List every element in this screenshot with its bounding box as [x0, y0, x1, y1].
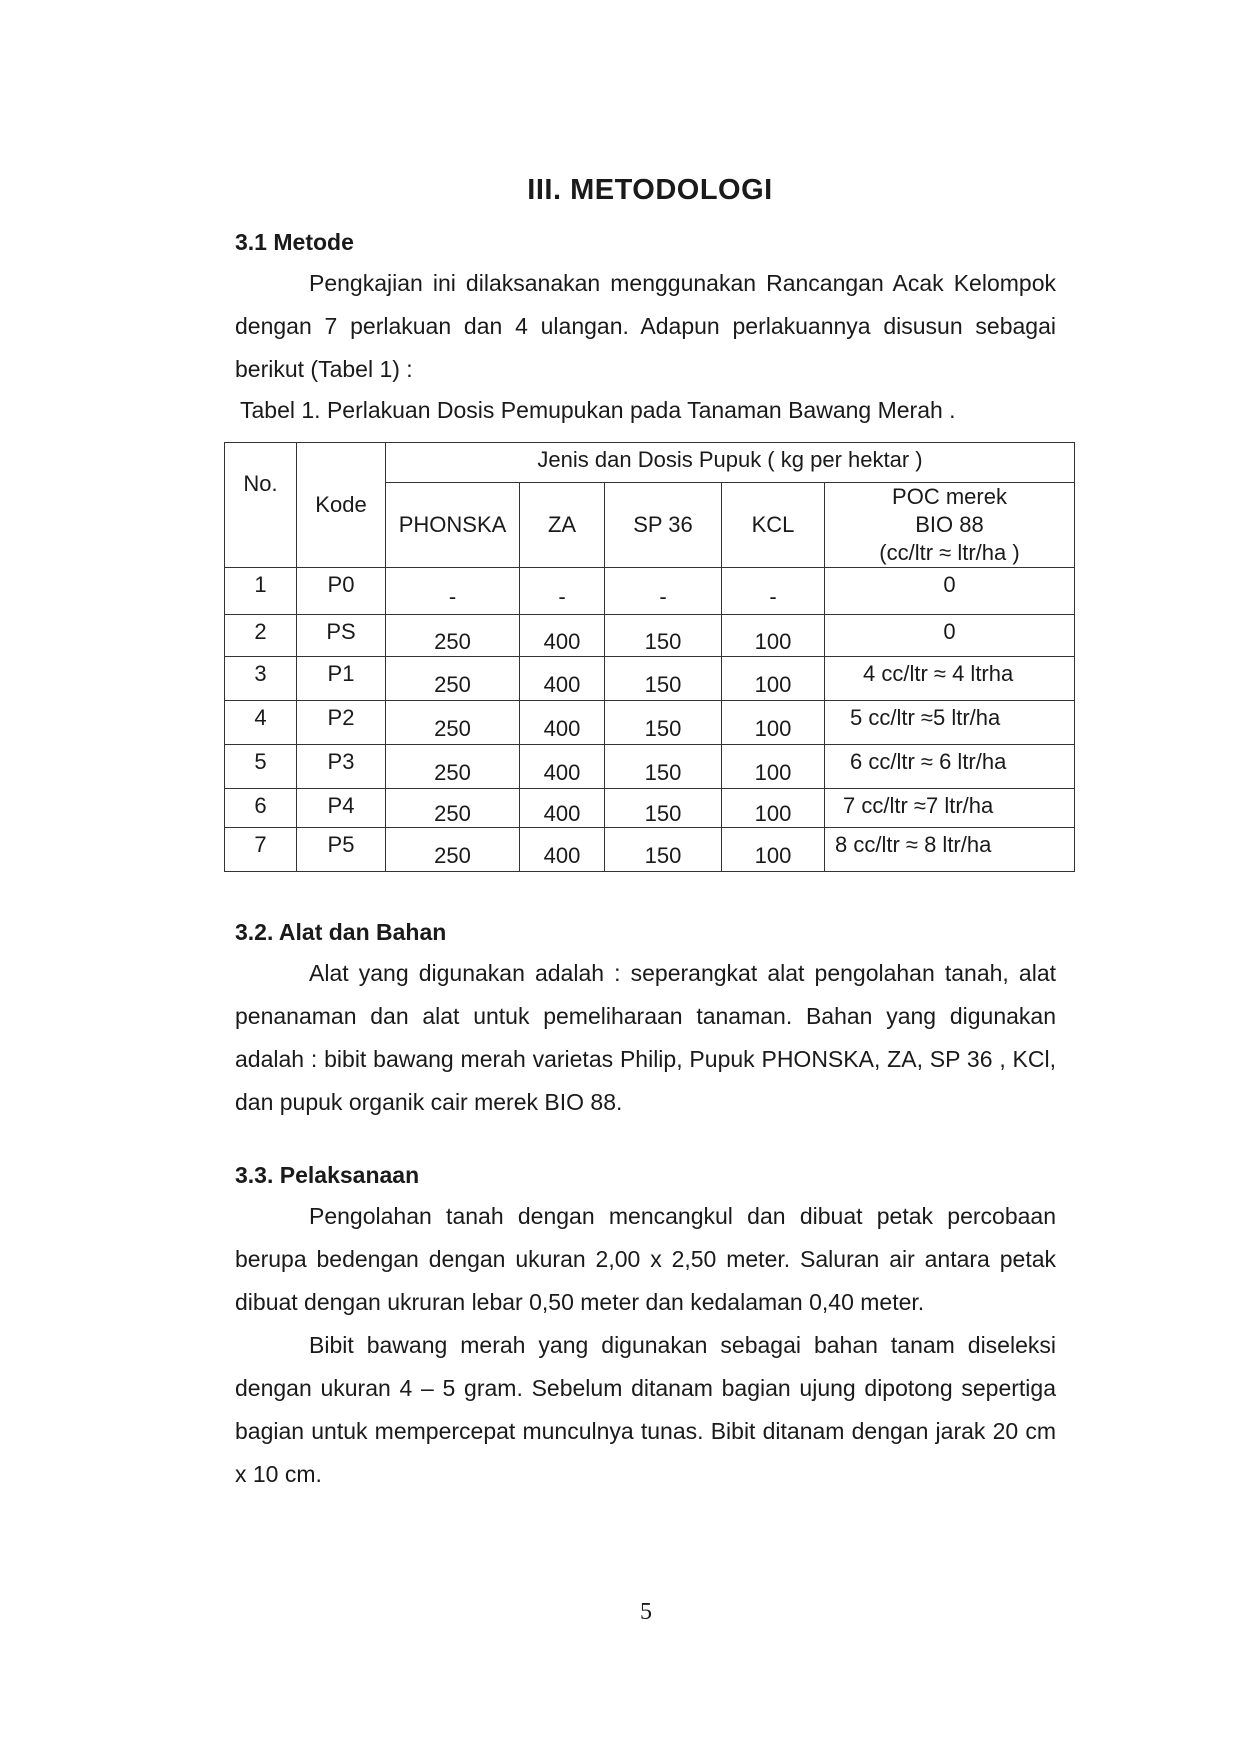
- cell-sp36: 150: [605, 828, 722, 872]
- cell-sp36: 150: [605, 789, 722, 828]
- cell-poc: 8 cc/ltr ≈ 8 ltr/ha: [825, 828, 1075, 872]
- header-kcl: KCL: [722, 483, 825, 568]
- cell-phonska: 250: [386, 789, 520, 828]
- cell-kcl: 100: [722, 745, 825, 789]
- section-body-pelaksanaan: [235, 1195, 1056, 1496]
- section-body-metode: [235, 262, 1056, 391]
- cell-kode: P2: [297, 701, 386, 745]
- cell-phonska: -: [386, 568, 520, 615]
- cell-za: 400: [520, 828, 605, 872]
- cell-za: 400: [520, 701, 605, 745]
- cell-no: 1: [225, 568, 297, 615]
- header-sp36: SP 36: [605, 483, 722, 568]
- cell-sp36: 150: [605, 701, 722, 745]
- header-poc-line3: (cc/ltr ≈ ltr/ha ): [879, 540, 1020, 565]
- cell-phonska: 250: [386, 701, 520, 745]
- cell-sp36: 150: [605, 657, 722, 701]
- cell-za: 400: [520, 745, 605, 789]
- paragraph-metode: Pengkajian ini dilaksanakan menggunakan Rancangan Acak Kelompok dengan 7 perlakuan dan 4 ulangan. Adapun perlakuannya disusun sebagai berikut (Tabel 1) :: [235, 270, 1056, 382]
- header-no: No.: [225, 443, 297, 568]
- table-row: [225, 615, 1075, 657]
- cell-no: 7: [225, 828, 297, 872]
- table-row: [225, 657, 1075, 701]
- cell-kcl: 100: [722, 615, 825, 657]
- header-poc-line1: POC merek: [892, 484, 1007, 509]
- header-kode: Kode: [297, 443, 386, 568]
- chapter-title: III. METODOLOGI: [527, 174, 773, 206]
- section-heading-metode: 3.1 Metode: [235, 229, 354, 255]
- cell-sp36: -: [605, 568, 722, 615]
- cell-poc: 0: [825, 615, 1075, 657]
- table-row: [225, 745, 1075, 789]
- cell-kode: P3: [297, 745, 386, 789]
- header-poc-line2: BIO 88: [915, 512, 984, 537]
- header-za: ZA: [520, 483, 605, 568]
- page-number: 5: [640, 1599, 652, 1625]
- header-group: Jenis dan Dosis Pupuk ( kg per hektar ): [386, 443, 1075, 483]
- treatment-table: [224, 442, 1075, 872]
- cell-kode: P4: [297, 789, 386, 828]
- cell-kode: P5: [297, 828, 386, 872]
- cell-phonska: 250: [386, 745, 520, 789]
- cell-no: 5: [225, 745, 297, 789]
- cell-kode: P1: [297, 657, 386, 701]
- cell-no: 3: [225, 657, 297, 701]
- cell-poc: 4 cc/ltr ≈ 4 ltrha: [825, 657, 1075, 701]
- table-caption: Tabel 1. Perlakuan Dosis Pemupukan pada Tanaman Bawang Merah .: [240, 397, 956, 423]
- paragraph-pelaksanaan-1: Pengolahan tanah dengan mencangkul dan dibuat petak percobaan berupa bedengan dengan ukuran 2,00 x 2,50 meter. Saluran air antara petak dibuat dengan ukruran lebar 0,50 meter dan kedalaman 0,40 meter.: [235, 1203, 1056, 1315]
- cell-sp36: 150: [605, 615, 722, 657]
- cell-poc: 7 cc/ltr ≈7 ltr/ha: [825, 789, 1075, 828]
- cell-kcl: 100: [722, 828, 825, 872]
- cell-za: 400: [520, 615, 605, 657]
- cell-phonska: 250: [386, 657, 520, 701]
- cell-kcl: -: [722, 568, 825, 615]
- cell-phonska: 250: [386, 615, 520, 657]
- section-body-alat: [235, 952, 1056, 1124]
- paragraph-pelaksanaan-2: Bibit bawang merah yang digunakan sebagai bahan tanam diseleksi dengan ukuran 4 – 5 gram. Sebelum ditanam bagian ujung dipotong sepertiga bagian untuk mempercepat munculnya tunas. Bibit ditanam dengan jarak 20 cm x 10 cm.: [235, 1332, 1056, 1487]
- cell-sp36: 150: [605, 745, 722, 789]
- cell-kode: PS: [297, 615, 386, 657]
- cell-poc: 0: [825, 568, 1075, 615]
- cell-kcl: 100: [722, 701, 825, 745]
- cell-poc: 6 cc/ltr ≈ 6 ltr/ha: [825, 745, 1075, 789]
- section-heading-pelaksanaan: 3.3. Pelaksanaan: [235, 1162, 420, 1188]
- cell-kode: P0: [297, 568, 386, 615]
- cell-za: 400: [520, 657, 605, 701]
- section-heading-alat: 3.2. Alat dan Bahan: [235, 919, 447, 945]
- table-row: [225, 828, 1075, 872]
- cell-no: 4: [225, 701, 297, 745]
- table-row: [225, 701, 1075, 745]
- header-phonska: PHONSKA: [386, 483, 520, 568]
- table-body: [225, 568, 1075, 872]
- cell-no: 6: [225, 789, 297, 828]
- cell-no: 2: [225, 615, 297, 657]
- cell-phonska: 250: [386, 828, 520, 872]
- cell-za: -: [520, 568, 605, 615]
- paragraph-alat: Alat yang digunakan adalah : seperangkat alat pengolahan tanah, alat penanaman dan alat untuk pemeliharaan tanaman. Bahan yang digunakan adalah : bibit bawang merah varietas Philip, Pupuk PHONSKA, ZA, SP 36 , KCl, dan pupuk organik cair merek BIO 88.: [235, 960, 1056, 1115]
- table-row: [225, 789, 1075, 828]
- header-poc: [825, 483, 1075, 568]
- cell-kcl: 100: [722, 789, 825, 828]
- cell-za: 400: [520, 789, 605, 828]
- table-row: [225, 568, 1075, 615]
- cell-kcl: 100: [722, 657, 825, 701]
- cell-poc: 5 cc/ltr ≈5 ltr/ha: [825, 701, 1075, 745]
